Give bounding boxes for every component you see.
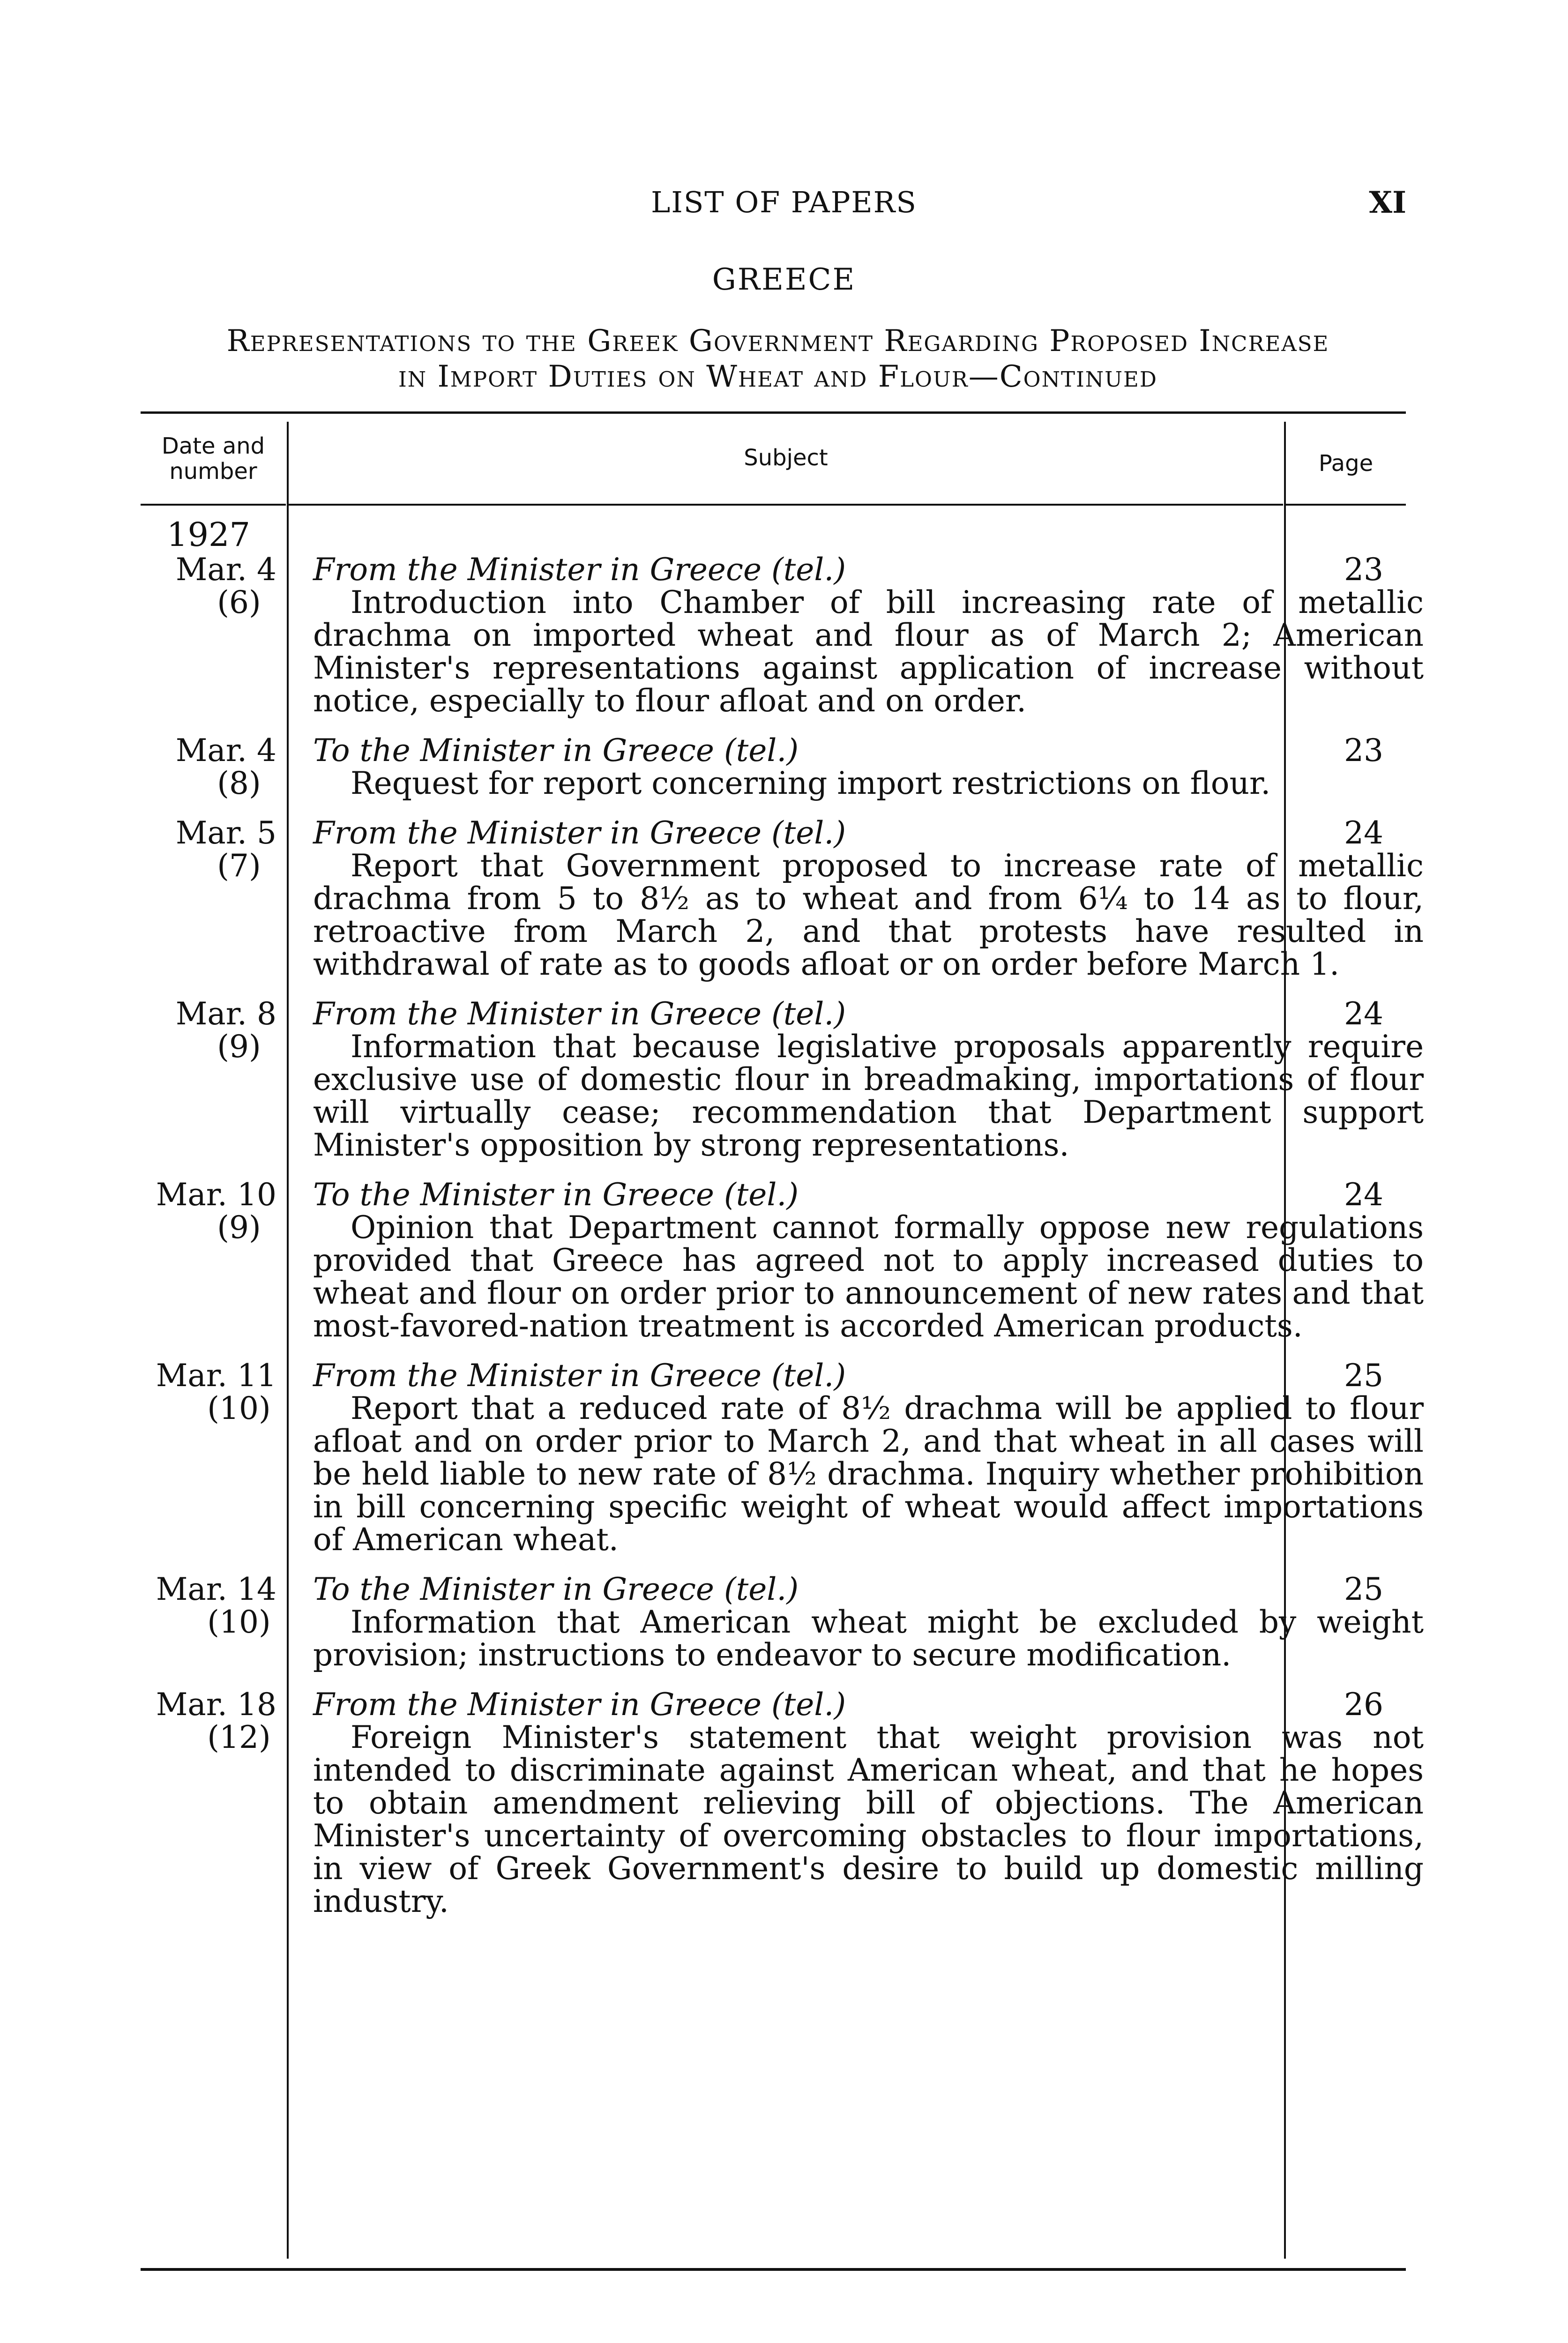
entry-date: Mar. 14 <box>156 1571 276 1607</box>
entry-date: Mar. 8 <box>175 996 276 1032</box>
section-title <box>141 323 1415 395</box>
entry-date: Mar. 4 <box>175 552 276 588</box>
table-bottom-rule <box>141 2268 1406 2271</box>
entry-body: Request for report concerning import restrictions on flour. <box>351 765 1271 801</box>
entry-number: (9) <box>217 1209 261 1246</box>
section-title-line-2: in Import Duties on Wheat and Flour—Continued <box>398 359 1157 394</box>
entry-number: (6) <box>217 584 261 620</box>
list-item <box>141 1571 1424 1673</box>
entry-number: (10) <box>207 1604 271 1640</box>
entry-date-cell <box>141 1359 276 1425</box>
entry-date: Mar. 11 <box>156 1358 276 1394</box>
entry-heading: From the Minister in Greece (tel.) <box>313 996 846 1032</box>
entry-number: (12) <box>207 1719 271 1755</box>
entry-body: Report that a reduced rate of 8½ drachma will be applied to flour afloat and on order prior to March 2, and that wheat in all cases will be held liable to new rate of 8½ drachma. Inquiry whether prohibition in bill concerning specific weight of wheat would affect importations of American wheat. <box>313 1390 1424 1558</box>
entry-number: (8) <box>217 765 261 801</box>
entry-date-cell <box>141 1573 276 1639</box>
column-header-date <box>141 433 286 484</box>
entry-subject <box>313 1359 1424 1556</box>
entry-subject <box>313 1573 1424 1671</box>
entry-subject <box>313 1688 1424 1918</box>
entries-list <box>141 515 1424 1935</box>
column-header-page: Page <box>1318 450 1374 477</box>
year-label: 1927 <box>166 515 251 554</box>
entry-heading: To the Minister in Greece (tel.) <box>313 732 799 769</box>
entry-date-cell <box>141 1179 276 1244</box>
entry-subject <box>313 734 1424 800</box>
entry-date: Mar. 4 <box>175 732 276 769</box>
entry-number: (7) <box>217 848 261 884</box>
list-item <box>141 1358 1424 1558</box>
entry-date-cell <box>141 734 276 800</box>
column-header-date-line-1: Date and <box>161 433 265 459</box>
entry-date: Mar. 10 <box>156 1177 276 1213</box>
header-rule-page <box>1286 504 1406 506</box>
list-item <box>141 1177 1424 1344</box>
entry-heading: From the Minister in Greece (tel.) <box>313 552 846 588</box>
column-header-date-line-2: number <box>169 458 257 485</box>
entry-date-cell <box>141 998 276 1063</box>
entry-body: Foreign Minister's statement that weight provision was not intended to discriminate against American wheat, and that he hopes to obtain amendment relieving bill of objections. The American Minister's uncertainty of overcoming obstacles to flour importations, in view of Greek Government's desire to build up domestic milling industry. <box>313 1719 1424 1919</box>
list-item <box>141 1686 1424 1919</box>
entry-heading: From the Minister in Greece (tel.) <box>313 815 846 851</box>
entry-subject <box>313 817 1424 981</box>
entry-date: Mar. 5 <box>175 815 276 851</box>
header-rule-subject <box>289 504 1283 506</box>
page-header <box>0 185 1568 227</box>
entry-body: Opinion that Department cannot formally oppose new regulations provided that Greece has agreed not to apply increased duties to wheat and flour on order prior to announcement of new rates and that most-favored-nation treatment is accorded American products. <box>313 1209 1424 1344</box>
list-item <box>141 734 1406 800</box>
entry-page: 24 <box>1344 815 1383 851</box>
entry-date-cell <box>141 553 276 619</box>
entry-body: Information that American wheat might be excluded by weight provision; instructions to endeavor to secure modification. <box>313 1604 1424 1673</box>
entry-subject <box>313 553 1424 717</box>
entry-date-cell <box>141 817 276 882</box>
entry-heading: To the Minister in Greece (tel.) <box>313 1571 799 1607</box>
entry-number: (10) <box>207 1390 271 1426</box>
list-item <box>141 815 1424 982</box>
header-rule-date <box>141 504 286 506</box>
entry-heading: From the Minister in Greece (tel.) <box>313 1686 846 1723</box>
entry-page: 23 <box>1344 732 1383 769</box>
list-item <box>141 552 1424 719</box>
entry-page: 24 <box>1344 1177 1383 1213</box>
entry-page: 26 <box>1344 1686 1383 1723</box>
entry-number: (9) <box>217 1029 261 1065</box>
entry-subject <box>313 998 1424 1162</box>
page-number: XI <box>1369 185 1406 220</box>
entry-body: Report that Government proposed to increase rate of metallic drachma from 5 to 8½ as to wheat and from 6¼ to 14 as to flour, retroactive from March 2, and that protests have resulted in withdrawal of rate as to goods afloat or on order before March 1. <box>313 848 1424 982</box>
running-title: LIST OF PAPERS <box>651 185 917 219</box>
list-item <box>141 996 1424 1163</box>
section-title-line-1: Representations to the Greek Government Regarding Proposed Increase <box>226 324 1329 358</box>
country-heading: GREECE <box>712 262 856 297</box>
entry-subject <box>313 1179 1424 1343</box>
entry-page: 25 <box>1344 1571 1383 1607</box>
column-header-subject: Subject <box>744 445 828 471</box>
entry-body: Introduction into Chamber of bill increasing rate of metallic drachma on imported wheat and flour as of March 2; American Minister's representations against application of increase without notice, especially to flour afloat and on order. <box>313 584 1424 719</box>
entry-page: 23 <box>1344 552 1383 588</box>
entry-date-cell <box>141 1688 276 1754</box>
entry-heading: From the Minister in Greece (tel.) <box>313 1358 846 1394</box>
entry-container <box>141 552 1424 1919</box>
entry-date: Mar. 18 <box>156 1686 276 1723</box>
entry-body: Information that because legislative proposals apparently require exclusive use of domestic flour in breadmaking, importations of flour will virtually cease; recommendation that Department support Minister's opposition by strong representations. <box>313 1029 1424 1163</box>
entry-page: 24 <box>1344 996 1383 1032</box>
table-top-rule <box>141 411 1406 414</box>
entry-page: 25 <box>1344 1358 1383 1394</box>
entry-heading: To the Minister in Greece (tel.) <box>313 1177 799 1213</box>
